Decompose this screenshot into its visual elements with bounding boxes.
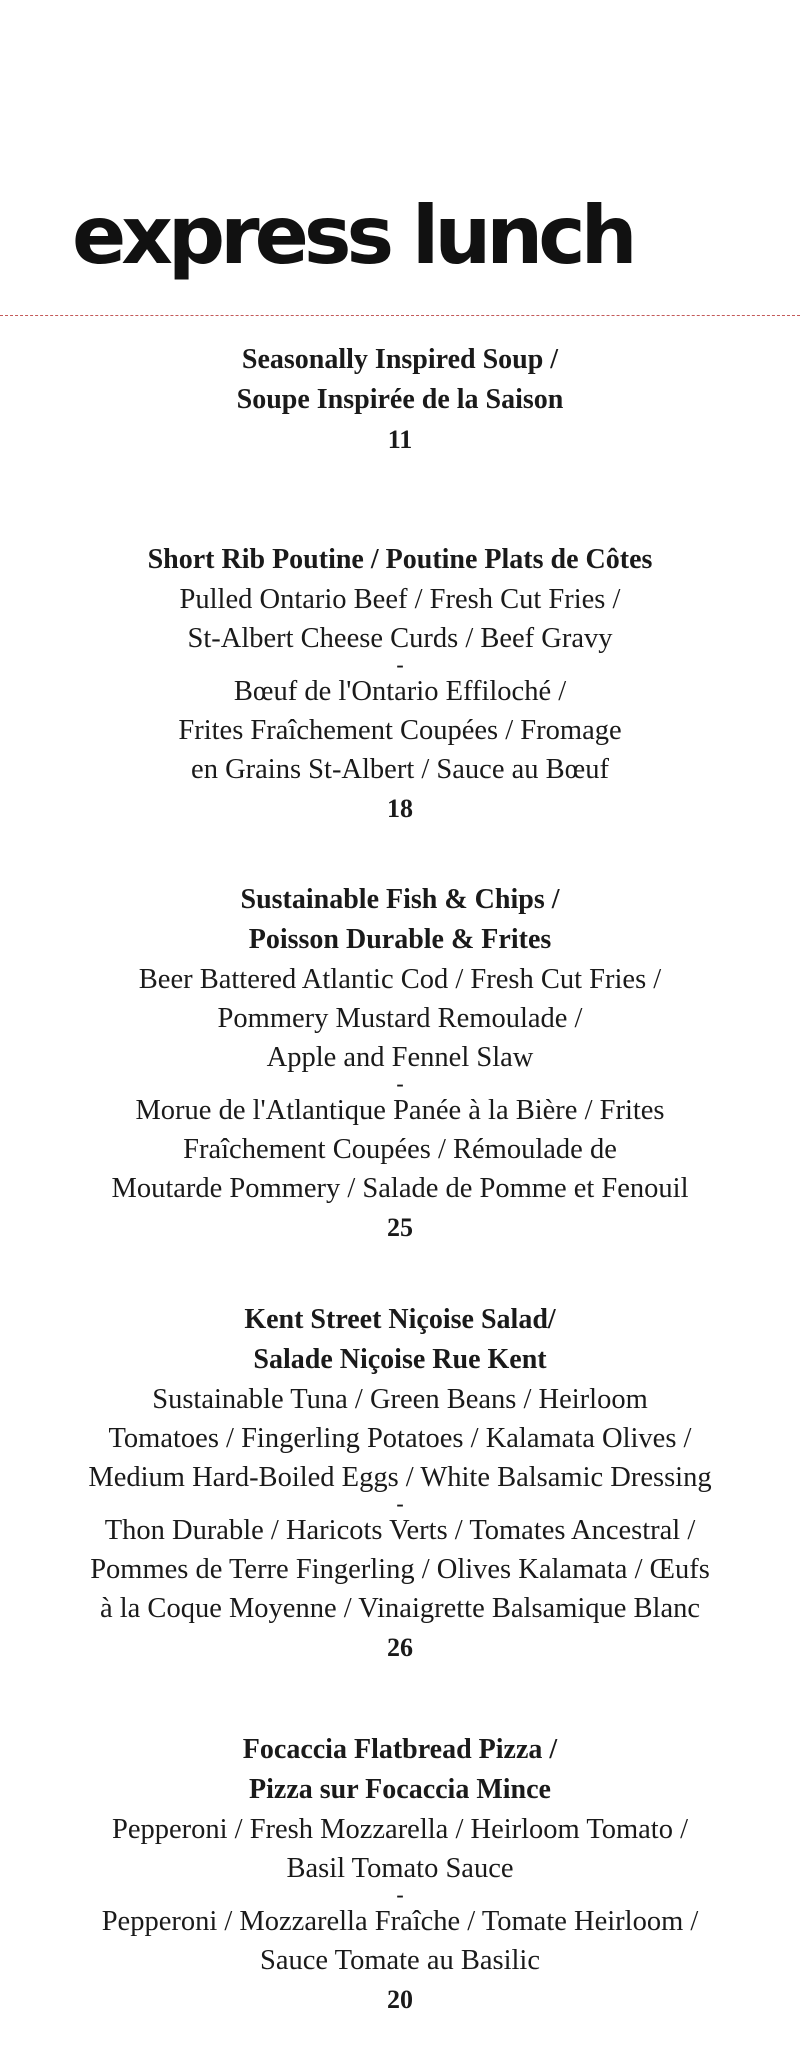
item-name: Kent Street Niçoise Salad/ (244, 1304, 556, 1335)
item-price: 18 (387, 794, 413, 823)
menu-item-poutine (20, 540, 780, 880)
item-name: Seasonally Inspired Soup / (241, 344, 559, 375)
menu-item-nicoise-salad (20, 1300, 780, 1730)
item-description-en: St-Albert Cheese Curds / Beef Gravy (187, 623, 613, 654)
item-description-en: Sustainable Tuna / Green Beans / Heirloom (152, 1384, 648, 1415)
item-description-fr: à la Coque Moyenne / Vinaigrette Balsamique Blanc (99, 1593, 701, 1624)
item-description-fr: Thon Durable / Haricots Verts / Tomates Ancestral / (104, 1515, 696, 1546)
item-name: Sustainable Fish & Chips / (240, 884, 560, 915)
language-separator: - (396, 1491, 404, 1516)
item-description-fr: Pommes de Terre Fingerling / Olives Kalamata / Œufs (90, 1554, 710, 1585)
item-name: Focaccia Flatbread Pizza / (242, 1734, 558, 1765)
item-description-fr: Pepperoni / Mozzarella Fraîche / Tomate Heirloom / (101, 1906, 699, 1937)
dashed-divider (0, 315, 800, 316)
item-name: Pizza sur Focaccia Mince (249, 1774, 551, 1805)
item-description-fr: Morue de l'Atlantique Panée à la Bière / Frites (135, 1095, 665, 1126)
language-separator: - (396, 652, 404, 677)
item-description-fr: Fraîchement Coupées / Rémoulade de (183, 1134, 617, 1165)
language-separator: - (396, 1071, 404, 1096)
item-description-fr: Moutarde Pommery / Salade de Pomme et Fenouil (111, 1173, 689, 1204)
item-name: Poisson Durable & Frites (248, 924, 552, 955)
item-price: 25 (387, 1213, 413, 1242)
menu-item-flatbread-pizza (20, 1730, 780, 2030)
item-price: 11 (387, 425, 413, 454)
item-description-en: Tomatoes / Fingerling Potatoes / Kalamata Olives / (108, 1423, 692, 1454)
item-description-en: Pepperoni / Fresh Mozzarella / Heirloom Tomato / (111, 1814, 689, 1845)
item-description-en: Apple and Fennel Slaw (266, 1042, 534, 1073)
item-description-fr: en Grains St-Albert / Sauce au Bœuf (191, 754, 609, 785)
item-description-en: Medium Hard-Boiled Eggs / White Balsamic Dressing (88, 1462, 712, 1493)
menu-item-fish-and-chips (20, 880, 780, 1300)
item-description-fr: Frites Fraîchement Coupées / Fromage (178, 715, 622, 746)
item-description-en: Pulled Ontario Beef / Fresh Cut Fries / (179, 584, 621, 615)
page-title: express lunch (72, 189, 633, 282)
item-description-en: Beer Battered Atlantic Cod / Fresh Cut Fries / (138, 964, 662, 995)
item-description-fr: Bœuf de l'Ontario Effiloché / (233, 676, 567, 707)
item-price: 20 (387, 1985, 413, 2014)
item-description-en: Pommery Mustard Remoulade / (217, 1003, 583, 1034)
item-name: Soupe Inspirée de la Saison (236, 384, 564, 415)
language-separator: - (396, 1882, 404, 1907)
item-description-fr: Sauce Tomate au Basilic (259, 1945, 541, 1976)
item-name: Short Rib Poutine / Poutine Plats de Côtes (147, 544, 653, 575)
item-price: 26 (387, 1633, 413, 1662)
menu-list (0, 340, 800, 2030)
menu-item-soup (20, 340, 780, 540)
item-description-en: Basil Tomato Sauce (286, 1853, 514, 1884)
item-name: Salade Niçoise Rue Kent (253, 1344, 547, 1375)
